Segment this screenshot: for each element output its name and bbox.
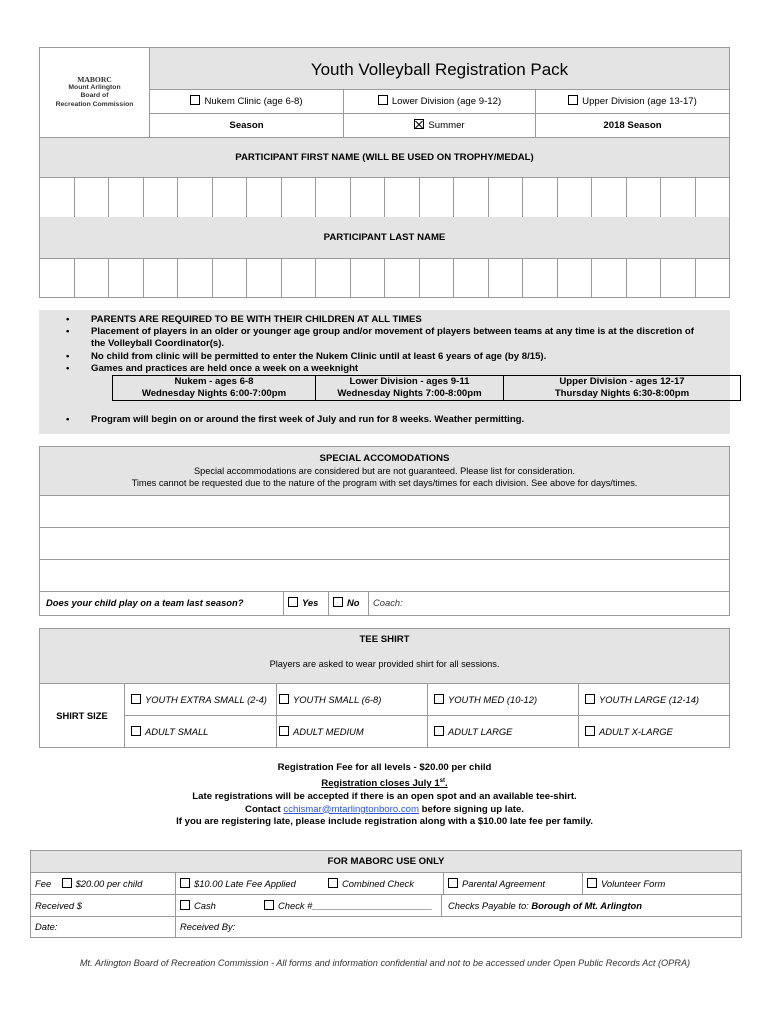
accommodations-title: SPECIAL ACCOMODATIONS <box>319 453 450 464</box>
check-number-field[interactable]: Check #_______________________ <box>264 895 442 916</box>
fee-line: If you are registering late, please include registration along with a $10.00 late fee per family. <box>176 816 593 828</box>
shirt-option[interactable]: ADULT SMALL <box>125 716 277 748</box>
parental-agreement-option[interactable]: Parental Agreement <box>444 873 583 894</box>
checkbox-icon[interactable] <box>568 95 578 105</box>
checkbox-icon[interactable] <box>434 726 444 736</box>
accommodations-line[interactable] <box>39 559 730 592</box>
checked-checkbox-icon[interactable] <box>414 119 424 129</box>
accommodations-note: Times cannot be requested due to the nature of the program with set days/times for each division. See above for days/times. <box>131 478 638 488</box>
org-line: Mount Arlington <box>68 84 121 92</box>
checkbox-icon[interactable] <box>190 95 200 105</box>
coach-field[interactable]: Coach: <box>373 597 403 608</box>
shirt-option[interactable]: YOUTH MED (10-12) <box>428 684 579 716</box>
team-yes-option[interactable]: Yes <box>284 591 329 615</box>
office-use-table <box>30 850 742 938</box>
division-schedule: Thursday Nights 6:30-8:00pm <box>504 388 741 401</box>
shirt-option[interactable]: ADULT X-LARGE <box>579 716 730 748</box>
org-line: Recreation Commission <box>55 100 134 108</box>
fee-info <box>39 762 730 829</box>
division-schedule: Wednesday Nights 7:00-8:00pm <box>316 388 504 401</box>
accommodations-line[interactable] <box>39 527 730 560</box>
program-option-lower[interactable]: Lower Division (age 9-12) <box>344 90 536 113</box>
contact-email-link[interactable]: cchismar@mtarlingtonboro.com <box>283 803 419 815</box>
division-name: Upper Division - ages 12-17 <box>504 376 741 389</box>
shirt-option[interactable]: YOUTH SMALL (6-8) <box>277 684 428 716</box>
registration-deadline: Registration closes July 1st. <box>321 777 448 789</box>
last-name-letter-boxes[interactable] <box>39 258 730 298</box>
program-row <box>150 90 729 114</box>
shirt-option[interactable]: YOUTH EXTRA SMALL (2-4) <box>125 684 277 716</box>
checkbox-icon[interactable] <box>434 694 444 704</box>
header-block <box>39 47 730 138</box>
rules-block <box>39 310 730 434</box>
tee-shirt-title: TEE SHIRT <box>359 634 410 645</box>
program-option-nukem[interactable]: Nukem Clinic (age 6-8) <box>150 90 344 113</box>
combined-check-option[interactable]: Combined Check <box>324 873 444 894</box>
rules-list <box>39 314 730 375</box>
program-option-upper[interactable]: Upper Division (age 13-17) <box>536 90 729 113</box>
checkbox-icon[interactable] <box>585 726 595 736</box>
office-row-received <box>30 895 742 917</box>
shirt-size-table <box>39 683 730 748</box>
rule-item: • Games and practices are held once a week on a weeknight <box>39 363 730 375</box>
checkbox-icon[interactable] <box>587 878 597 888</box>
rule-item: • Placement of players in an older or younger age group and/or movement of players between teams at any time is at the discretion of the Volleyball Coordinator(s). <box>39 326 730 350</box>
division-schedule-table <box>112 375 741 401</box>
checks-payable: Checks Payable to: Borough of Mt. Arlington <box>448 900 642 911</box>
checkbox-icon[interactable] <box>288 597 298 607</box>
rule-item: • Program will begin on or around the first week of July and run for 8 weeks. Weather permitting. <box>39 414 524 426</box>
office-row-fee <box>30 873 742 895</box>
checkbox-icon[interactable] <box>328 878 338 888</box>
cash-option[interactable]: Cash <box>176 895 264 916</box>
checkbox-icon[interactable] <box>62 878 72 888</box>
received-by-field[interactable]: Received By: <box>180 921 236 932</box>
footer-disclaimer: Mt. Arlington Board of Recreation Commission - All forms and information confidential and not to be accessed under Open Public Records Act (OPRA) <box>79 958 691 968</box>
contact-line: Contact cchismar@mtarlingtonboro.com before signing up late. <box>245 803 524 815</box>
division-name: Nukem - ages 6-8 <box>113 376 316 389</box>
office-row-date <box>30 917 742 938</box>
first-name-header: PARTICIPANT FIRST NAME (WILL BE USED ON TROPHY/MEDAL) <box>39 138 730 178</box>
accommodations-line[interactable] <box>39 495 730 528</box>
checkbox-icon[interactable] <box>131 694 141 704</box>
season-option-summer[interactable]: Summer <box>344 114 536 137</box>
season-label: Season <box>150 114 344 137</box>
fee-cell: Fee $20.00 per child <box>31 873 176 894</box>
checkbox-icon[interactable] <box>378 95 388 105</box>
season-year: 2018 Season <box>603 120 662 131</box>
rule-item: • PARENTS ARE REQUIRED TO BE WITH THEIR CHILDREN AT ALL TIMES <box>39 314 730 326</box>
last-name-header: PARTICIPANT LAST NAME <box>39 217 730 259</box>
tee-shirt-header <box>39 628 730 684</box>
org-logo-cell <box>40 48 150 137</box>
checkbox-icon[interactable] <box>131 726 141 736</box>
shirt-option[interactable]: ADULT MEDIUM <box>277 716 428 748</box>
checkbox-icon[interactable] <box>279 694 289 704</box>
accommodations-note: Special accommodations are considered but are not guaranteed. Please list for consideration. <box>194 466 575 476</box>
division-name: Lower Division - ages 9-11 <box>316 376 504 389</box>
org-name: MABORC <box>77 75 112 84</box>
shirt-option[interactable]: YOUTH LARGE (12-14) <box>579 684 730 716</box>
fee-line: Registration Fee for all levels - $20.00 per child <box>277 762 492 773</box>
checkbox-icon[interactable] <box>333 597 343 607</box>
checkbox-icon[interactable] <box>180 878 190 888</box>
rules-list-final <box>39 414 524 426</box>
team-question: Does your child play on a team last season? <box>40 591 284 615</box>
title-cell <box>150 48 729 90</box>
page-title: Youth Volleyball Registration Pack <box>310 60 569 79</box>
rule-item: • No child from clinic will be permitted to enter the Nukem Clinic until at least 6 years of age (by 8/15). <box>39 351 730 363</box>
checkbox-icon[interactable] <box>585 694 595 704</box>
shirt-option[interactable]: ADULT LARGE <box>428 716 579 748</box>
division-schedule: Wednesday Nights 6:00-7:00pm <box>113 388 316 401</box>
checkbox-icon[interactable] <box>264 900 274 910</box>
org-line: Board of <box>80 92 109 100</box>
accommodations-header <box>39 446 730 496</box>
date-field[interactable]: Date: <box>31 917 176 937</box>
volunteer-form-option[interactable]: Volunteer Form <box>583 873 741 894</box>
checkbox-icon[interactable] <box>448 878 458 888</box>
checkbox-icon[interactable] <box>180 900 190 910</box>
shirt-size-label: SHIRT SIZE <box>40 684 125 748</box>
checkbox-icon[interactable] <box>279 726 289 736</box>
received-amount-field[interactable]: Received $ <box>31 895 176 916</box>
fee-line: Late registrations will be accepted if there is an open spot and an available tee-shirt. <box>192 790 577 802</box>
late-fee-option[interactable]: $10.00 Late Fee Applied <box>176 873 324 894</box>
team-question-row <box>39 591 730 616</box>
season-row <box>150 114 729 137</box>
team-no-option[interactable]: No <box>329 591 369 615</box>
tee-shirt-note: Players are asked to wear provided shirt for all sessions. <box>269 659 500 669</box>
office-use-title: FOR MABORC USE ONLY <box>30 850 742 873</box>
first-name-letter-boxes[interactable] <box>39 177 730 218</box>
